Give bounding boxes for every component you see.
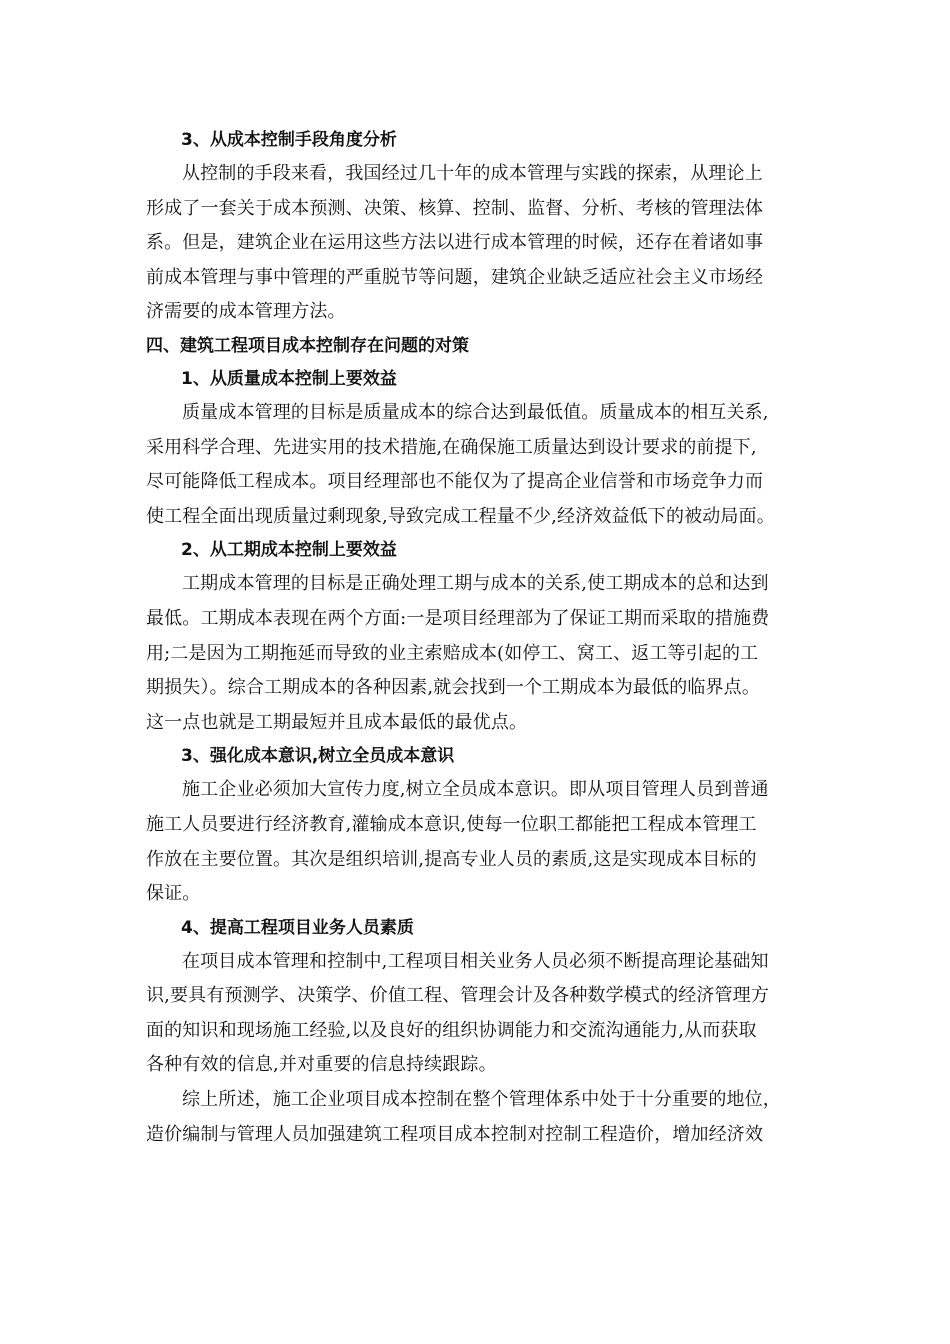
section-heading: 3、从成本控制手段角度分析	[181, 130, 397, 150]
chapter-heading: 四、建筑工程项目成本控制存在问题的对策	[146, 335, 469, 356]
paragraph	[146, 1083, 806, 1152]
paragraph-line: 在项目成本管理和控制中,工程项目相关业务人员必须不断提高理论基础知	[182, 950, 769, 972]
paragraph-line: 工期成本管理的目标是正确处理工期与成本的关系,使工期成本的总和达到	[182, 573, 769, 595]
paragraph-line: 面的知识和现场施工经验,以及良好的组织协调能力和交流沟通能力,从而获取	[146, 1019, 757, 1041]
paragraph	[146, 157, 806, 330]
paragraph-line: 最低。工期成本表现在两个方面:一是项目经理部为了保证工期而采取的措施费	[146, 607, 770, 629]
paragraph	[146, 396, 806, 534]
paragraph-line: 作放在主要位置。其次是组织培训,提高专业人员的素质,这是实现成本目标的	[146, 848, 757, 870]
paragraph-line: 综上所述，施工企业项目成本控制在整个管理体系中处于十分重要的地位，	[182, 1089, 781, 1111]
section-4-4	[146, 912, 806, 1083]
paragraph-line: 保证。	[146, 883, 201, 905]
paragraph-line: 从控制的手段来看，我国经过几十年的成本管理与实践的探索，从理论上	[182, 163, 763, 184]
section-4-2	[146, 534, 806, 740]
section-4-3	[146, 740, 806, 911]
section-heading: 3、强化成本意识,树立全员成本意识	[181, 746, 455, 767]
paragraph-line: 造价编制与管理人员加强建筑工程项目成本控制对控制工程造价，增加经济效	[146, 1123, 764, 1145]
paragraph-line: 施工企业必须加大宣传力度,树立全员成本意识。即从项目管理人员到普通	[182, 779, 769, 801]
paragraph-line: 形成了一套关于成本预测、决策、核算、控制、监督、分析、考核的管理法体	[146, 197, 764, 219]
paragraph-line: 采用科学合理、先进实用的技术措施,在确保施工质量达到设计要求的前提下,	[146, 436, 757, 458]
paragraph-line: 系。但是，建筑企业在运用这些方法以进行成本管理的时候，还存在着诸如事	[146, 232, 764, 254]
paragraph	[146, 945, 806, 1083]
paragraph	[146, 567, 806, 740]
section-heading: 2、从工期成本控制上要效益	[181, 540, 397, 561]
paragraph-line: 前成本管理与事中管理的严重脱节等问题，建筑企业缺乏适应社会主义市场经	[146, 266, 764, 288]
paragraph-line: 这一点也就是工期最短并且成本最低的最优点。	[146, 711, 528, 733]
document-page	[146, 124, 806, 1152]
paragraph-line: 尽可能降低工程成本。项目经理部也不能仅为了提高企业信誉和市场竞争力而	[146, 471, 764, 493]
paragraph-line: 识,要具有预测学、决策学、价值工程、管理会计及各种数学模式的经济管理方	[146, 985, 769, 1007]
section-4	[146, 330, 806, 363]
paragraph-line: 使工程全面出现质量过剩现象,导致完成工程量不少,经济效益低下的被动局面。	[146, 505, 775, 527]
paragraph-line: 期损失）。综合工期成本的各种因素,就会找到一个工期成本为最低的临界点。	[146, 677, 760, 699]
paragraph	[146, 773, 806, 911]
section-3	[146, 124, 806, 330]
paragraph-line: 各种有效的信息,并对重要的信息持续跟踪。	[146, 1054, 497, 1076]
section-heading: 4、提高工程项目业务人员素质	[181, 917, 414, 938]
paragraph-line: 质量成本管理的目标是质量成本的综合达到最低值。质量成本的相互关系,	[182, 401, 769, 423]
section-4-1	[146, 363, 806, 534]
conclusion	[146, 1083, 806, 1152]
paragraph-line: 济需要的成本管理方法。	[146, 301, 346, 323]
paragraph-line: 施工人员要进行经济教育,灌输成本意识,使每一位职工都能把工程成本管理工	[146, 813, 757, 835]
paragraph-line: 用;二是因为工期拖延而导致的业主索赔成本(如停工、窝工、返工等引起的工	[146, 642, 759, 664]
section-heading: 1、从质量成本控制上要效益	[181, 368, 397, 389]
